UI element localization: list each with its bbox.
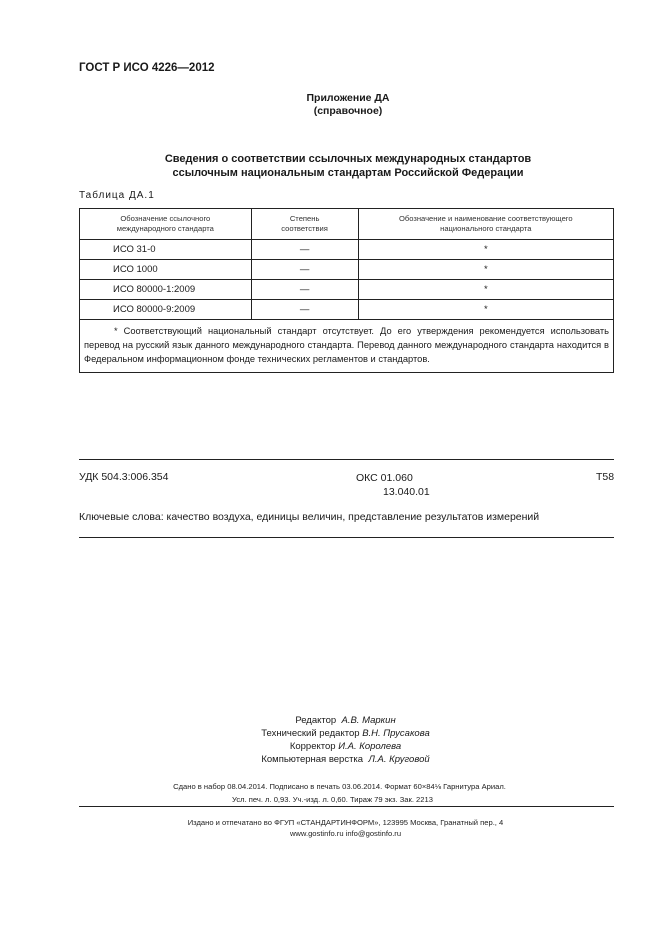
divider	[79, 806, 614, 807]
document-code: ГОСТ Р ИСО 4226—2012	[79, 62, 215, 74]
oks-line-1: ОКС 01.060	[356, 472, 413, 484]
group-code: Т58	[596, 471, 615, 483]
table-row	[80, 240, 614, 260]
credit-editor: Редактор А.В. Маркин	[295, 715, 396, 726]
cell-code: ИСО 1000	[80, 260, 252, 280]
credit-tech-editor: Технический редактор В.Н. Прусакова	[261, 728, 430, 739]
appendix-name: Приложение ДА	[306, 92, 390, 104]
appendix-heading	[0, 92, 661, 118]
table-note	[80, 320, 614, 373]
divider	[79, 537, 614, 538]
oks-line-2: 13.040.01	[383, 486, 430, 498]
udk-code: УДК 504.3:006.354	[79, 471, 169, 483]
print-info-line-1: Сдано в набор 08.04.2014. Подписано в печать 03.06.2014. Формат 60×84⅛ Гарнитура Ариал.	[173, 782, 506, 791]
header-degree: Степень соответствия	[251, 209, 358, 240]
credits	[0, 714, 661, 766]
print-info-line-2: Усл. печ. л. 0,93. Уч.-изд. л. 0,60. Тираж 79 экз. Зак. 2213	[232, 795, 433, 804]
cell-code: ИСО 80000-9:2009	[80, 300, 252, 320]
note-text: * Соответствующий национальный стандарт отсутствует. До его утверждения рекомендуется использовать перевод на русский язык данного международного стандарта. Перевод данного международного стандарта находится в Федеральном информационном фонде технических регламентов и стандартов.	[84, 326, 609, 364]
credit-corrector: Корректор И.А. Королева	[289, 741, 402, 752]
cell-degree: —	[251, 300, 358, 320]
cell-national: *	[358, 240, 613, 260]
cell-degree: —	[251, 260, 358, 280]
cell-national: *	[358, 260, 613, 280]
cell-degree: —	[251, 280, 358, 300]
publisher-line-2: www.gostinfo.ru info@gostinfo.ru	[289, 829, 402, 838]
credit-layout: Компьютерная верстка Л.А. Круговой	[261, 754, 430, 765]
title-line-2: ссылочным национальным стандартам Российской Федерации	[172, 167, 524, 179]
header-national-standard: Обозначение и наименование соответствующего национального стандарта	[358, 209, 613, 240]
table-header-row	[80, 209, 614, 240]
table-row	[80, 300, 614, 320]
print-info	[0, 780, 661, 806]
cell-degree: —	[251, 240, 358, 260]
publisher-line-1: Издано и отпечатано во ФГУП «СТАНДАРТИНФОРМ», 123995 Москва, Гранатный пер., 4	[187, 818, 504, 827]
cell-code: ИСО 31-0	[80, 240, 252, 260]
appendix-kind: (справочное)	[313, 105, 383, 117]
table-row	[80, 280, 614, 300]
publisher-info	[0, 817, 661, 839]
cell-national: *	[358, 280, 613, 300]
correspondence-table	[79, 208, 614, 373]
cell-code: ИСО 80000-1:2009	[80, 280, 252, 300]
header-international-standard: Обозначение ссылочного международного стандарта	[80, 209, 252, 240]
title-line-1: Сведения о соответствии ссылочных международных стандартов	[164, 153, 532, 165]
table-row	[80, 260, 614, 280]
oks-code	[356, 471, 430, 499]
divider	[79, 459, 614, 460]
table-note-row	[80, 320, 614, 373]
keywords: Ключевые слова: качество воздуха, единицы величин, представление результатов измерений	[79, 511, 540, 523]
cell-national: *	[358, 300, 613, 320]
table-label: Таблица ДА.1	[79, 190, 155, 201]
section-title	[0, 152, 661, 180]
